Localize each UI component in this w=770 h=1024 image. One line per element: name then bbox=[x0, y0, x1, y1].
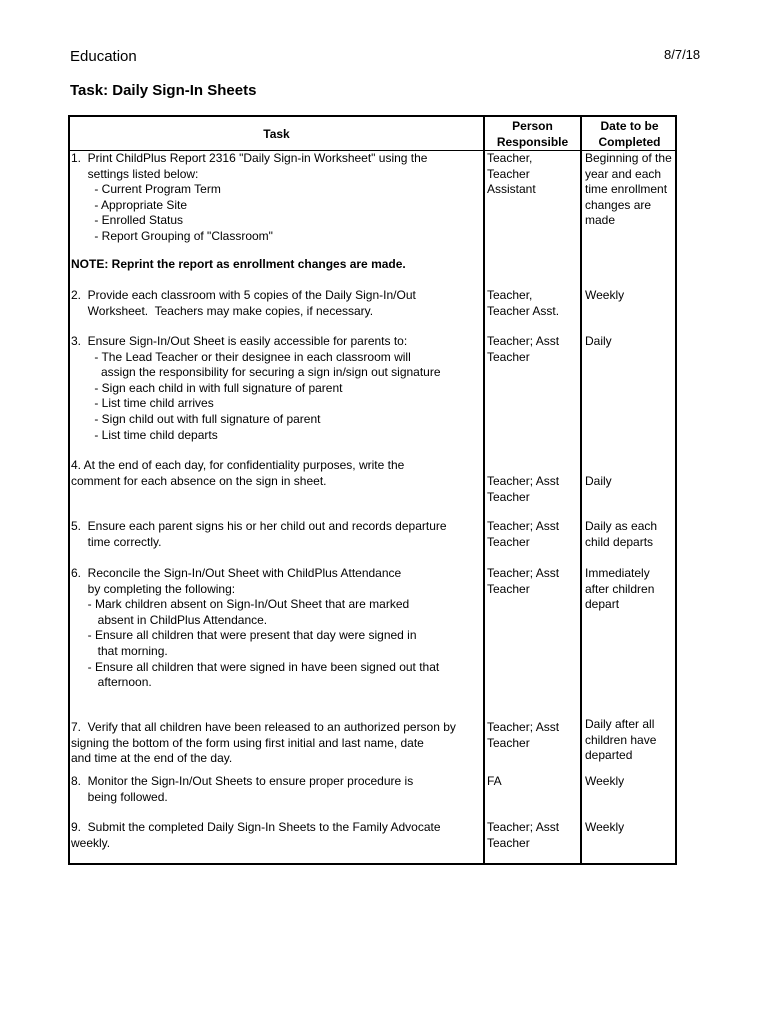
cell-line: being followed. bbox=[71, 789, 168, 804]
cell-line: Teacher, bbox=[487, 288, 533, 302]
cell-line: 6. Reconcile the Sign-In/Out Sheet with ChildPlus Attendance bbox=[71, 566, 402, 580]
department-label: Education bbox=[70, 48, 137, 65]
cell-line: Teacher; Asst bbox=[487, 820, 560, 834]
cell-line: Immediately bbox=[585, 566, 650, 580]
cell-line: - Sign each child in with full signature of parent bbox=[71, 380, 343, 395]
cell-line: Teacher; Asst bbox=[487, 334, 560, 348]
cell-line: signing the bottom of the form using first initial and last name, date bbox=[71, 735, 424, 750]
cell-line: Teacher bbox=[487, 735, 530, 750]
cell-line: - Enrolled Status bbox=[71, 213, 184, 228]
cell-line: weekly. bbox=[71, 835, 111, 850]
cell-line: settings listed below: bbox=[71, 166, 199, 181]
cell-line: 9. Submit the completed Daily Sign-In Sheets to the Family Advocate bbox=[71, 820, 441, 834]
document-date: 8/7/18 bbox=[664, 47, 701, 62]
table-cell-task bbox=[71, 774, 413, 805]
cell-line: Teacher; Asst bbox=[487, 519, 560, 533]
column-divider bbox=[483, 115, 485, 865]
cell-line: absent in ChildPlus Attendance. bbox=[71, 612, 268, 627]
cell-line: 1. Print ChildPlus Report 2316 "Daily Sign-in Worksheet" using the bbox=[71, 151, 428, 165]
cell-line: Teacher Asst. bbox=[487, 303, 560, 318]
task-note: NOTE: Reprint the report as enrollment changes are made. bbox=[71, 257, 406, 271]
cell-line: Teacher; Asst bbox=[487, 566, 560, 580]
cell-line: - Report Grouping of "Classroom" bbox=[71, 228, 273, 243]
cell-line: Teacher bbox=[487, 489, 530, 504]
cell-line: FA bbox=[487, 774, 502, 788]
table-cell-person bbox=[487, 151, 536, 198]
cell-line: Teacher; Asst bbox=[487, 474, 560, 488]
table-cell-date bbox=[585, 566, 654, 613]
cell-line: - Appropriate Site bbox=[71, 197, 188, 212]
table-cell-person bbox=[487, 566, 559, 597]
table-cell-person bbox=[487, 820, 559, 851]
column-header-person-line: Responsible bbox=[496, 135, 569, 149]
table-cell-person bbox=[487, 720, 559, 751]
cell-line: child departs bbox=[585, 534, 654, 549]
cell-line: Worksheet. Teachers may make copies, if necessary. bbox=[71, 303, 374, 318]
cell-line: - List time child departs bbox=[71, 427, 218, 442]
cell-line: - Mark children absent on Sign-In/Out Sheet that are marked bbox=[71, 597, 410, 612]
cell-line: Weekly bbox=[585, 774, 625, 788]
cell-line: 4. At the end of each day, for confidentiality purposes, write the bbox=[71, 458, 405, 472]
cell-line: time correctly. bbox=[71, 534, 162, 549]
table-cell-date bbox=[585, 519, 657, 550]
table-cell-task bbox=[71, 566, 439, 691]
cell-line: comment for each absence on the sign in sheet. bbox=[71, 473, 327, 488]
table-cell-date bbox=[585, 820, 624, 836]
table-cell-date bbox=[585, 717, 656, 764]
cell-line: Daily as each bbox=[585, 519, 658, 533]
table-cell-task bbox=[71, 334, 441, 443]
cell-line: and time at the end of the day. bbox=[71, 751, 233, 766]
cell-line: - Ensure all children that were signed in have been signed out that bbox=[71, 659, 440, 674]
column-divider bbox=[580, 115, 582, 865]
cell-line: 8. Monitor the Sign-In/Out Sheets to ensure proper procedure is bbox=[71, 774, 414, 788]
cell-line: children have bbox=[585, 732, 657, 747]
cell-line: afternoon. bbox=[71, 675, 152, 690]
table-cell-date bbox=[585, 774, 624, 790]
table-cell-task bbox=[71, 288, 416, 319]
cell-line: Teacher, bbox=[487, 151, 533, 165]
cell-line: 5. Ensure each parent signs his or her child out and records departure bbox=[71, 519, 447, 533]
cell-line: - Sign child out with full signature of parent bbox=[71, 411, 321, 426]
cell-line: changes are bbox=[585, 197, 652, 212]
cell-line: Teacher; Asst bbox=[487, 720, 560, 734]
table-cell-task bbox=[71, 820, 441, 851]
cell-line: assign the responsibility for securing a sign in/sign out signature bbox=[71, 365, 441, 380]
cell-line: Assistant bbox=[487, 182, 536, 197]
column-header-date-line: Completed bbox=[598, 135, 661, 149]
cell-line: Beginning of the bbox=[585, 151, 672, 165]
cell-line: Teacher bbox=[487, 534, 530, 549]
table-cell-date bbox=[585, 288, 624, 304]
table-cell-person bbox=[487, 334, 559, 365]
cell-line: departed bbox=[585, 748, 633, 763]
cell-line: 7. Verify that all children have been released to an authorized person by bbox=[71, 720, 456, 734]
table-cell-person bbox=[487, 288, 559, 319]
cell-line: - Current Program Term bbox=[71, 182, 221, 197]
cell-line: by completing the following: bbox=[71, 581, 236, 596]
table-cell-task bbox=[71, 458, 404, 489]
cell-line: Daily bbox=[585, 334, 612, 348]
cell-line: 3. Ensure Sign-In/Out Sheet is easily accessible for parents to: bbox=[71, 334, 408, 348]
column-header-date-line: Date to be bbox=[600, 119, 659, 133]
cell-line: 2. Provide each classroom with 5 copies of the Daily Sign-In/Out bbox=[71, 288, 416, 302]
table-cell-task bbox=[71, 720, 456, 767]
cell-line: - The Lead Teacher or their designee in each classroom will bbox=[71, 349, 411, 364]
table-cell-person bbox=[487, 774, 502, 790]
table-cell-task bbox=[71, 151, 427, 245]
cell-line: Weekly bbox=[585, 820, 625, 834]
cell-line: after children bbox=[585, 581, 655, 596]
table-cell-date bbox=[585, 334, 612, 350]
cell-line: - List time child arrives bbox=[71, 396, 214, 411]
cell-line: Daily after all bbox=[585, 717, 655, 731]
column-header-date bbox=[582, 118, 677, 150]
cell-line: - Ensure all children that were present that day were signed in bbox=[71, 628, 417, 643]
cell-line: made bbox=[585, 213, 616, 228]
table-cell-date bbox=[585, 474, 612, 490]
column-header-person-line: Person bbox=[512, 119, 553, 133]
table-cell-person bbox=[487, 474, 559, 505]
cell-line: Daily bbox=[585, 474, 612, 488]
table-cell-task bbox=[71, 519, 447, 550]
table-cell-date bbox=[585, 151, 672, 229]
cell-line: depart bbox=[585, 597, 620, 612]
cell-line: year and each bbox=[585, 166, 662, 181]
cell-line: Weekly bbox=[585, 288, 625, 302]
table-cell-person bbox=[487, 519, 559, 550]
cell-line: Teacher bbox=[487, 349, 530, 364]
page-title: Task: Daily Sign-In Sheets bbox=[70, 82, 257, 99]
cell-line: Teacher bbox=[487, 166, 530, 181]
cell-line: time enrollment bbox=[585, 182, 668, 197]
column-header-task: Task bbox=[263, 127, 290, 141]
column-header-person bbox=[485, 118, 580, 150]
cell-line: that morning. bbox=[71, 643, 168, 658]
cell-line: Teacher bbox=[487, 581, 530, 596]
cell-line: Teacher bbox=[487, 835, 530, 850]
